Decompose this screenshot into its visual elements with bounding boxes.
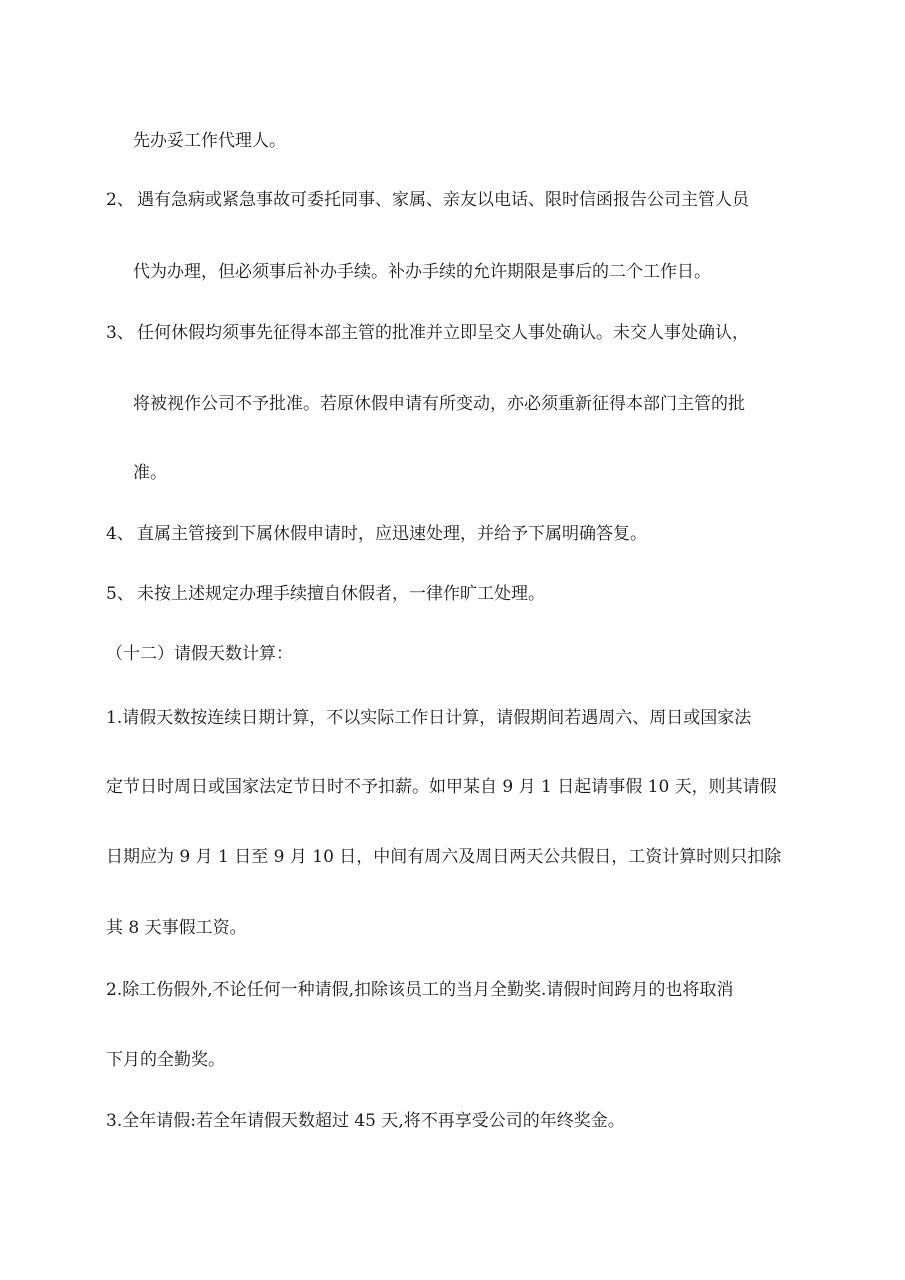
text-line: 准。 — [133, 463, 167, 483]
text-line: 遇有急病或紧急事故可委托同事、家属、亲友以电话、限时信函报告公司主管人员 — [137, 190, 749, 210]
text-line: 定节日时周日或国家法定节日时不予扣薪。如甲某自 9 月 1 日起请事假 10 天，则其请假 — [106, 777, 777, 797]
text-line: 日期应为 9 月 1 日至 9 月 10 日，中间有周六及周日两天公共假日，工资计算时则只扣除 — [106, 847, 782, 867]
list-number: 5、 — [106, 584, 134, 604]
section-heading: （十二）请假天数计算： — [106, 644, 293, 664]
text-line: 其 8 天事假工资。 — [106, 918, 247, 938]
text-line: 1.请假天数按连续日期计算，不以实际工作日计算，请假期间若遇周六、周日或国家法 — [106, 708, 752, 728]
text-line: 未按上述规定办理手续擅自休假者，一律作旷工处理。 — [137, 584, 545, 604]
text-line: 将被视作公司不予批准。若原休假申请有所变动，亦必须重新征得本部门主管的批 — [133, 394, 745, 414]
list-number: 4、 — [106, 524, 134, 544]
text-line: 2.除工伤假外,不论任何一种请假,扣除该员工的当月全勤奖.请假时间跨月的也将取消 — [106, 980, 734, 1000]
text-line: 先办妥工作代理人。 — [133, 131, 286, 151]
text-line: 3.全年请假:若全年请假天数超过 45 天,将不再享受公司的年终奖金。 — [106, 1111, 625, 1131]
text-line: 直属主管接到下属休假申请时，应迅速处理，并给予下属明确答复。 — [137, 524, 647, 544]
list-number: 2、 — [106, 190, 134, 210]
text-line: 下月的全勤奖。 — [106, 1050, 225, 1070]
text-line: 代为办理，但必须事后补办手续。补办手续的允许期限是事后的二个工作日。 — [133, 262, 711, 282]
list-number: 3、 — [106, 323, 134, 343]
text-line: 任何休假均须事先征得本部主管的批准并立即呈交人事处确认。未交人事处确认， — [137, 323, 749, 343]
